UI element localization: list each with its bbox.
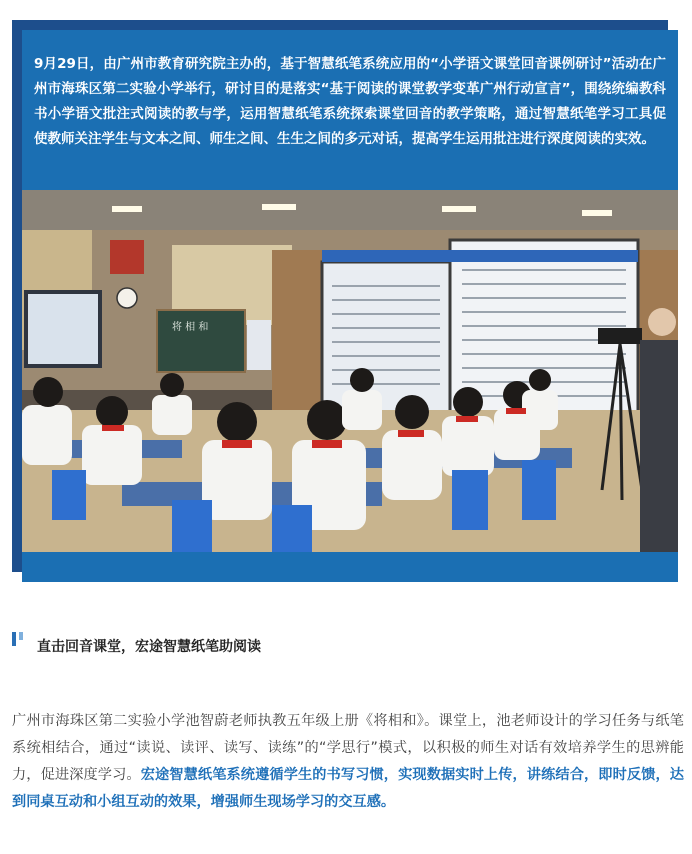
section-header — [12, 630, 612, 654]
whiteboard-panel — [247, 320, 271, 370]
blackboard-title: 将 相 和 — [172, 322, 209, 333]
left-monitor-screen — [28, 294, 98, 364]
classroom-photo — [22, 190, 678, 552]
tripod-leg — [620, 344, 622, 500]
intro-text: 9月29日，由广州市教育研究院主办的，基于智慧纸笔系统应用的“小学语文课堂回音课例研讨”活动在广州市海珠区第二实验小学举行，研讨目的是落实“基于阅读的课堂教学变革广州行动宣言”，围绕统编教科书小学语文批注式阅读的教与学，运用智慧纸笔系统探索课堂回音的教学策略，通过智慧纸笔学习工具促使教师关注学生与文本之间、师生之间、生生之间的多元对话，提高学生运用批注进行深度阅读的实效。 — [34, 56, 666, 147]
card-folded-corner — [678, 590, 692, 612]
ceiling-light — [442, 206, 476, 212]
body-highlight-text: 宏途智慧纸笔系统遵循学生的书写习惯，实现数据实时上传，讲练结合，即时反馈，达到同桌互动和小组互动的效果，增强师生现场学习的交互感。 — [12, 767, 684, 810]
ceiling-light — [112, 206, 142, 212]
ceiling-light — [582, 210, 612, 216]
section-title: 直击回音课堂，宏途智慧纸笔助阅读 — [37, 639, 261, 655]
wall-clock — [117, 288, 137, 308]
section-marker-bar — [19, 632, 23, 640]
smartboard-left — [322, 262, 450, 412]
video-camera — [598, 328, 642, 344]
photographer — [640, 340, 678, 552]
blackboard — [157, 310, 245, 372]
photographer-head — [648, 308, 676, 336]
wall-poster — [110, 240, 144, 274]
smartboard-toolbar — [322, 250, 638, 262]
section-marker-bar — [12, 632, 16, 646]
body-paragraph — [12, 708, 684, 816]
body-text: 广州市海珠区第二实验小学池智蔚老师执教五年级上册《将相和》。课堂上，池老师设计的学习任务与纸笔系统相结合，通过“读说、读评、读写、读练”的“学思行”模式，以积极的师生对话有效培养学生的思辨能力，促进深度学习。 — [12, 713, 684, 783]
classroom-scene — [22, 190, 678, 552]
ceiling-light — [262, 204, 296, 210]
